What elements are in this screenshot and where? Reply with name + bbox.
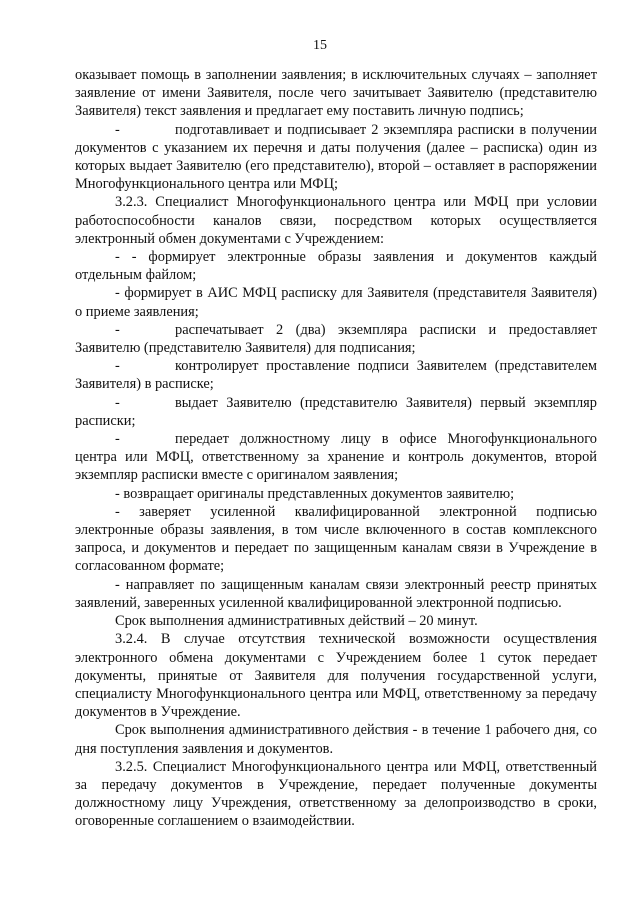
paragraph: - - формирует электронные образы заявления и документов каждый отдельным файлом; (75, 249, 597, 284)
paragraph: оказывает помощь в заполнении заявления; в исключительных случаях – заполняет заявление от имени Заявителя, после чего зачитывает Заявителю (представителю Заявителя) текст заявления и предлагает ему поставить личную подпись; (75, 67, 597, 120)
paragraph: - возвращает оригиналы представленных документов заявителю; (115, 485, 515, 502)
paragraph (75, 430, 597, 485)
paragraph: - направляет по защищенным каналам связи электронный реестр принятых заявлений, заверенных усиленной квалифицированной электронной подписью. (75, 576, 597, 611)
list-dash: - (115, 431, 120, 448)
page-number: 15 (313, 38, 327, 53)
paragraph (75, 121, 597, 194)
paragraph: - формирует в АИС МФЦ расписку для Заявителя (представителя Заявителя) о приеме заявления; (75, 285, 597, 320)
paragraph: 3.2.5. Специалист Многофункционального центра или МФЦ, ответственный за передачу документов в Учреждение, передает полученные документы должностному лицу Учреждения, ответственному за делопроизводство в сроки, оговоренные соглашением о взаимодействии. (75, 758, 597, 830)
paragraph-text: подготавливает и подписывает 2 экземпляра расписки в получении документов с указанием их перечня и даты получения (далее – расписка) один из которых выдает Заявителю (его представителю), второй – оставляет в распоряжении Многофункционального центра или МФЦ; (75, 121, 597, 193)
paragraph: 3.2.3. Специалист Многофункционального центра или МФЦ при условии работоспособности каналов связи, посредством которых осуществляется электронный обмен документами с Учреждением: (75, 194, 597, 247)
paragraph: - заверяет усиленной квалифицированной электронной подписью электронные образы заявления, в том числе включенного в состав комплексного запроса, и документов и передает по защищенным каналам связи в Учреждение в согласованном формате; (75, 503, 597, 575)
paragraph: 3.2.4. В случае отсутствия технической возможности осуществления электронного обмена документами с Учреждением более 1 суток передает документы, принятые от Заявителя для получения государственной услуги, специалисту Многофункционального центра или МФЦ, ответственному за передачу документов в Учреждение. (75, 631, 597, 721)
paragraph: Срок выполнения административного действия - в течение 1 рабочего дня, со дня поступления заявления и документов. (75, 722, 597, 757)
document-body (75, 66, 597, 831)
list-dash: - (115, 121, 120, 138)
list-dash: - (115, 321, 120, 338)
paragraph-text: выдает Заявителю (представителю Заявителя) первый экземпляр расписки; (75, 394, 597, 429)
paragraph (75, 357, 597, 393)
paragraph-text: передает должностному лицу в офисе Многофункционального центра или МФЦ, ответственному за хранение и контроль документов, второй экземпляр расписки вместе с оригиналом заявления; (75, 431, 597, 484)
list-dash: - (115, 394, 120, 411)
paragraph-text: распечатывает 2 (два) экземпляра расписки и предоставляет Заявителю (представителю Заявителя) для подписания; (75, 321, 597, 357)
list-dash: - (115, 358, 120, 375)
paragraph (75, 321, 597, 357)
paragraph (75, 394, 597, 430)
paragraph: Срок выполнения административных действий – 20 минут. (115, 613, 478, 630)
paragraph-text: контролирует проставление подписи Заявителем (представителем Заявителя) в расписке; (75, 358, 597, 393)
